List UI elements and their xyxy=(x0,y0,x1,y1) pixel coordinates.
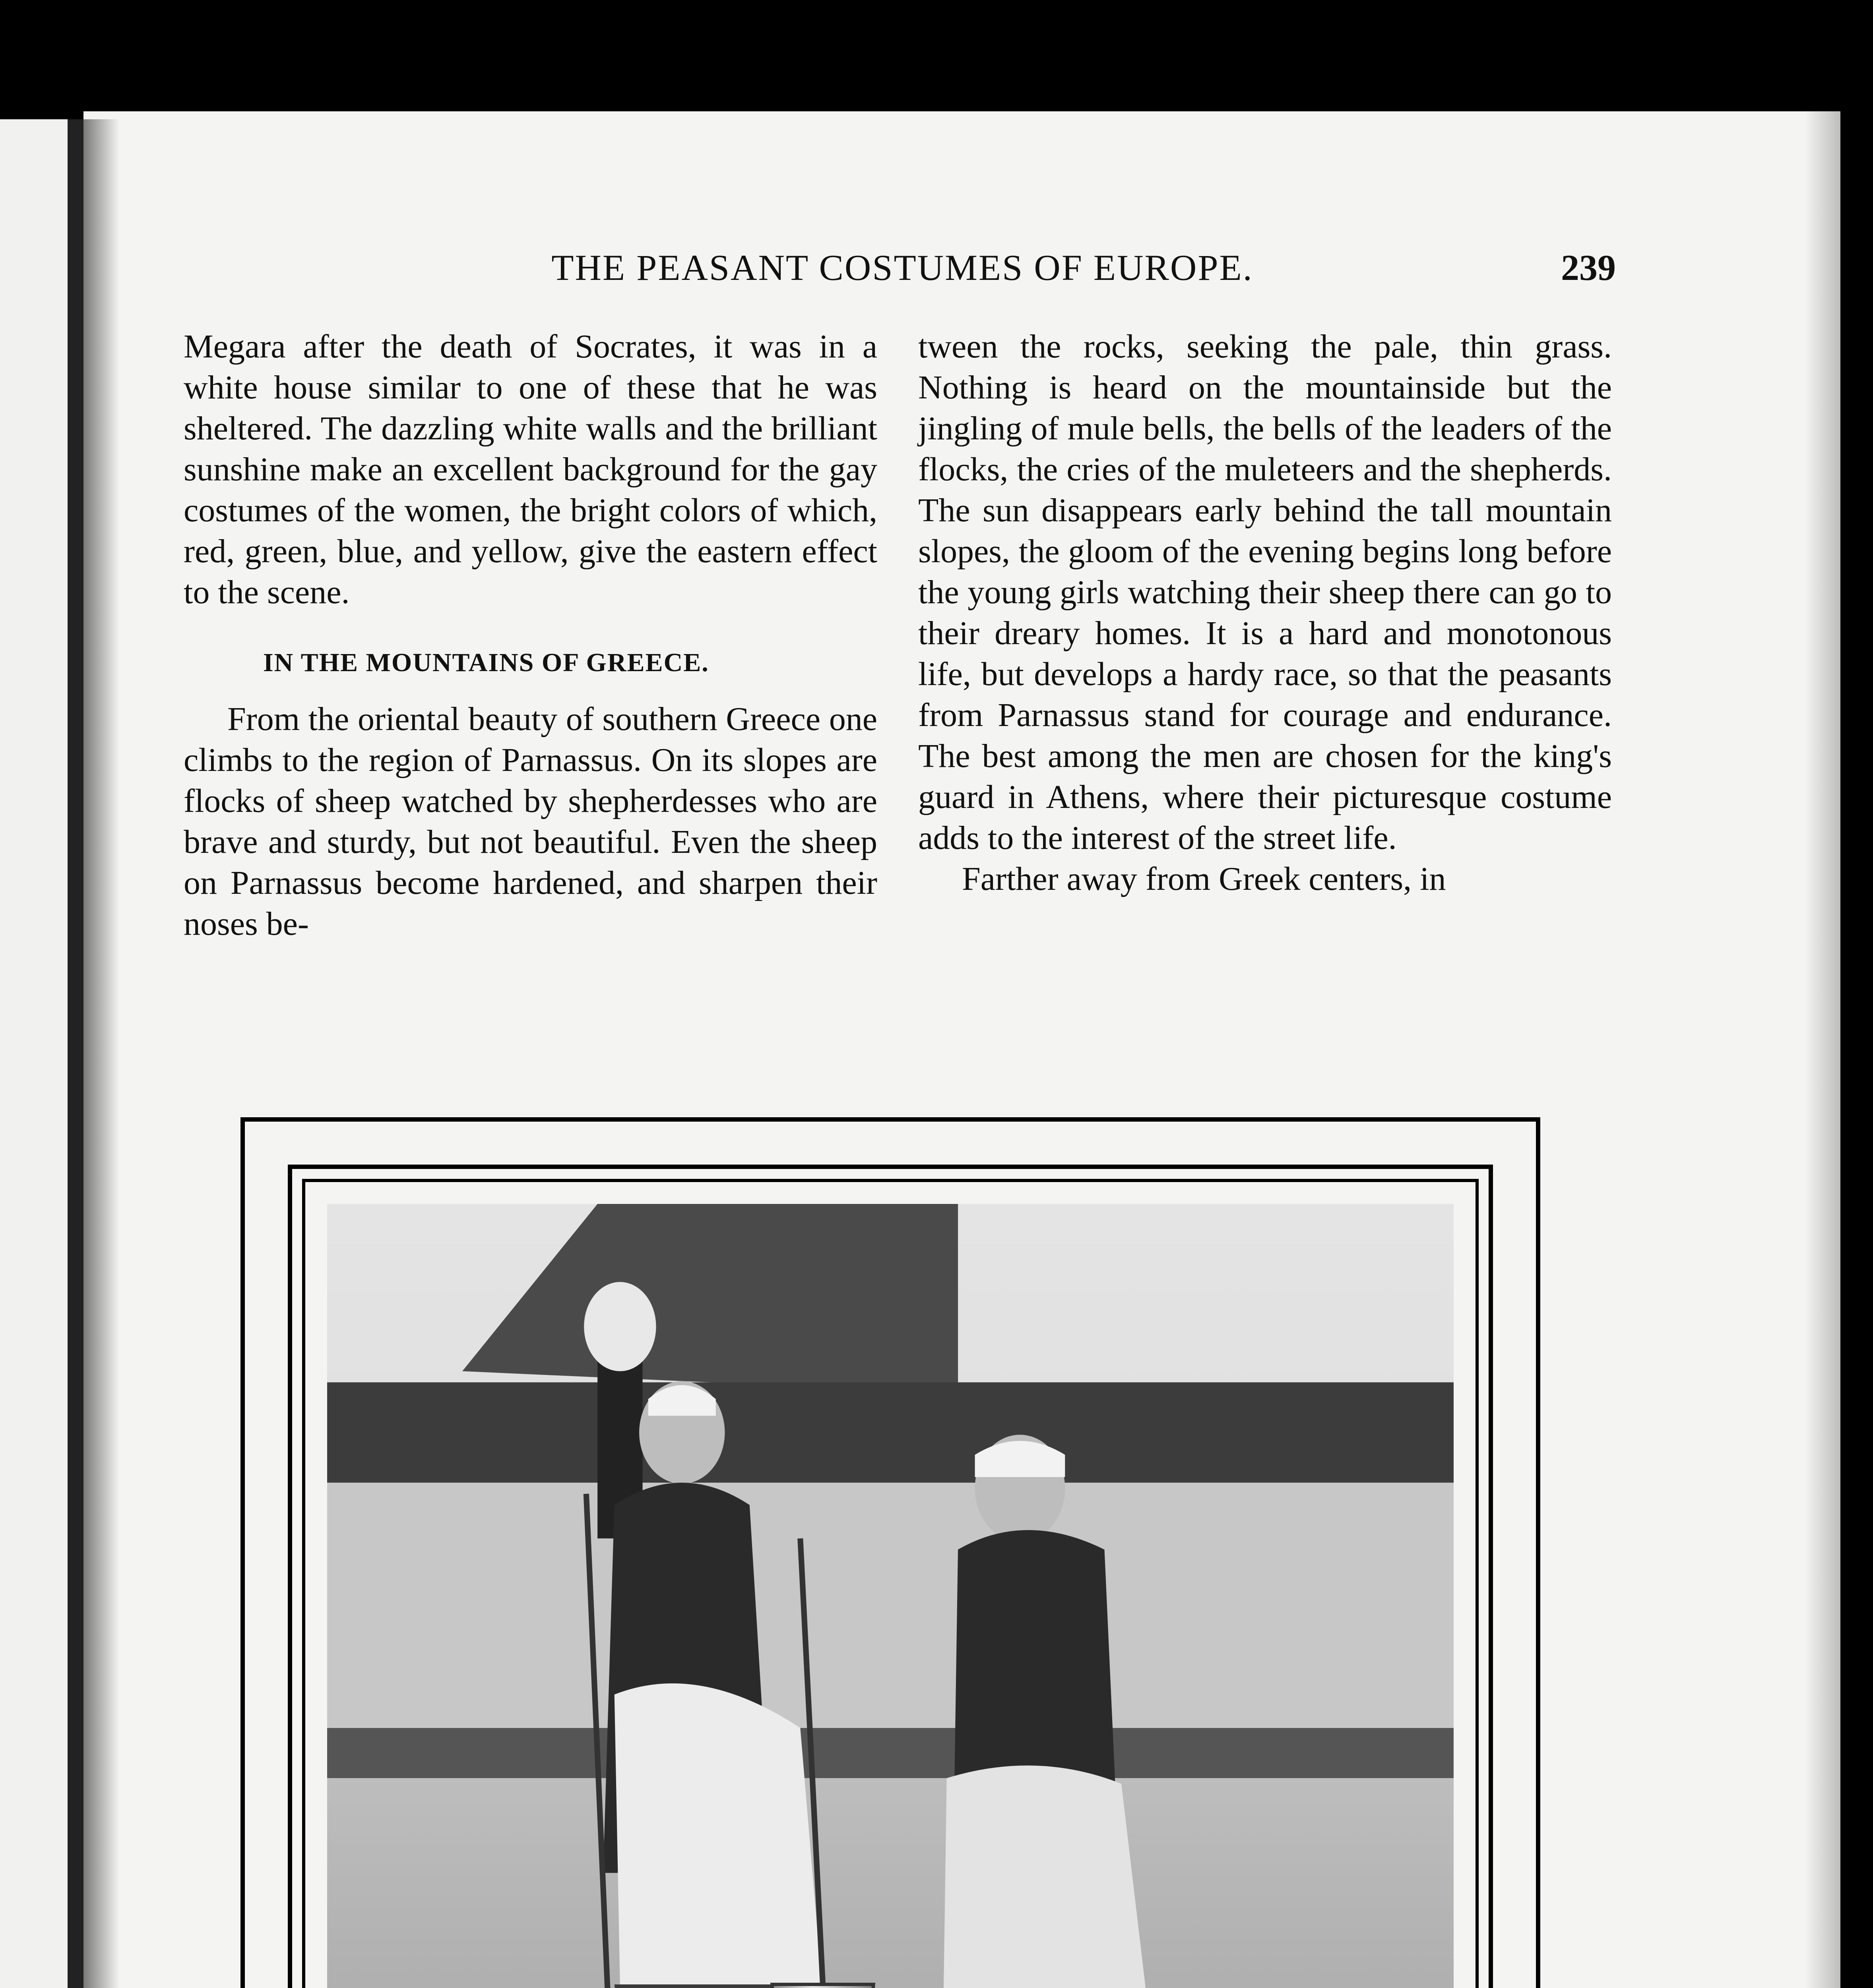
photograph-dutch-peasant-girls xyxy=(327,1204,1454,1988)
photo-frame-inner xyxy=(288,1165,1493,1988)
right-column xyxy=(918,326,1612,899)
photo-frame-rule xyxy=(302,1179,1479,1988)
binding-edge xyxy=(68,119,83,1988)
right-paragraph-2: Farther away from Greek centers, in xyxy=(962,860,1446,897)
left-paragraph-1: Megara after the death of Socrates, it was in a white house similar to one of these that he was sheltered. The dazzling white walls and the brilliant sunshine make an excellent background for the gay costumes of the women, the bright colors of which, red, green, blue, and yellow, give the eastern effect to the scene. xyxy=(184,328,877,611)
right-paragraph-1: tween the rocks, seeking the pale, thin grass. Nothing is heard on the mountainside but the jingling of mule bells, the bells of the leaders of the flocks, the cries of the muleteers and the shepherds. The sun disappears early behind the tall mountain slopes, the gloom of the evening begins long before the young girls watching their sheep there can go to their dreary homes. It is a hard and monotonous life, but develops a hardy race, so that the peasants from Parnassus stand for courage and endurance. The best among the men are chosen for the king's guard in Athens, where their picturesque costume adds to the interest of the street life. xyxy=(918,328,1612,856)
left-column xyxy=(184,326,877,944)
gutter-shadow xyxy=(83,119,119,1988)
photo-frame xyxy=(240,1117,1540,1988)
facing-page-edge xyxy=(0,119,72,1988)
page-number: 239 xyxy=(1561,247,1616,288)
left-paragraph-2: From the oriental beauty of southern Greece one climbs to the region of Parnassus. On its slopes are flocks of sheep watched by shepherdesses who are brave and sturdy, but not beautiful. Even the sheep on Parnassus become hardened, and sharpen their noses be- xyxy=(184,701,877,942)
section-subhead: IN THE MOUNTAINS OF GREECE. xyxy=(263,648,709,677)
running-head: THE PEASANT COSTUMES OF EUROPE. xyxy=(551,247,1253,288)
photo-illustration xyxy=(327,1204,1454,1988)
page-edge-shadow xyxy=(1805,111,1840,1988)
